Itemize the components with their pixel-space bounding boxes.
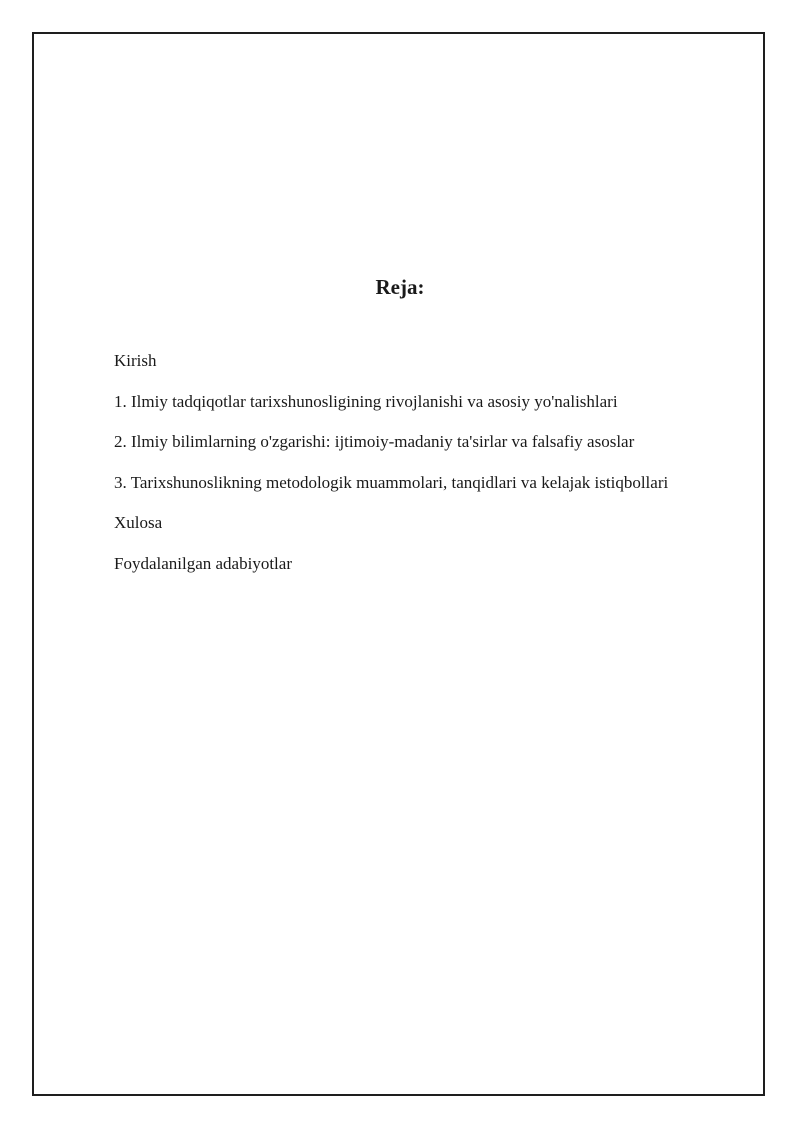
- toc-item-introduction: Kirish: [114, 351, 157, 370]
- toc-item-chapter-2: 2. Ilmiy bilimlarning o'zgarishi: ijtimoiy-madaniy ta'sirlar va falsafiy asoslar: [114, 432, 635, 451]
- toc-item-references: Foydalanilgan adabiyotlar: [114, 553, 292, 573]
- toc-item-conclusion: Xulosa: [114, 513, 163, 532]
- toc-item-chapter-1: 1. Ilmiy tadqiqotlar tarixshunosligining rivojlanishi va asosiy yo'nalishlari: [114, 391, 618, 411]
- table-of-contents: [114, 350, 754, 593]
- page-title: Reja:: [375, 275, 425, 299]
- toc-item-chapter-3: 3. Tarixshunoslikning metodologik muammolari, tanqidlari va kelajak istiqbollari: [114, 472, 669, 492]
